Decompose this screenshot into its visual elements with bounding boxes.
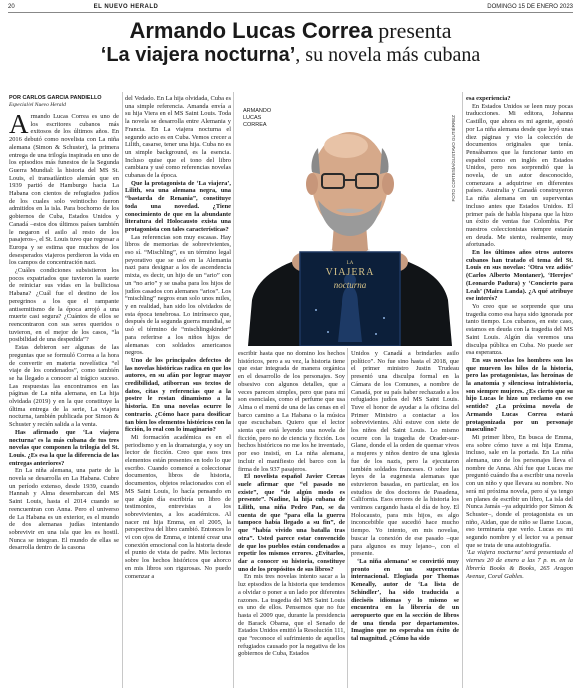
body-paragraph: Unidos y Canadá a brindarles asilo político”. No fue sino hasta el 2018, que el primer ministro Justin Trudeau presentó una disculpa formal en la Cámara de los Comunes, a nombre de Canadá, por su país haber rechazado a los refugiados judíos del MS Saint Louis. Tuve el honor de ayudar a la oficina del Primer Ministro a contactar a los sobrevivientes. Ahí estuve con siete de los niños del Saint Louis. Lo mismo ocurre con la tragedia de Orader-sur-Glane, donde el la orden de quemar vivos a mujeres y niños dentro de una iglesia fue de los nazis, pero la ejecutaron también soldados franceses. O sobre las leyes de la eugenesia alemanas que estuvieron basadas, en particular, en los estudios de dos doctores de Pasadena, California. Esos errores de la historia los venimos cargando hasta el día de hoy. El Holocausto, para mis hijos, es algo inconcebible que sucedió hace mucho tiempo. Yo intento, en mis novelas, buscar la conexión de ese pasado –que para algunos es muy lejano–, con el presente. (351, 350, 459, 558)
body-paragraph: Yo creo que se sorprende que una tragedia como esa haya sido ignorada por tanto tiempo. Los cubanos, en este caso, estamos en deuda con la tragedia del MS Saint Louis. Algún día veremos una disculpa pública en Cuba. No puede ser esa esperanza. (466, 302, 573, 357)
article-column-3 (238, 350, 345, 689)
caption-line: ARMANDO (243, 108, 272, 114)
interview-question: ‘La niña alemana’ se convirtió muy pronto en un superventas internacional. Elogiada por Thomas Keneally, autor de ‘La lista de Schindler’, ha sido traducida a dieciséis idiomas y lo mismo se encuentra en la librería de un aeropuerto que en la sección de libros de una tienda por departamentos. Imagino que no esperaba un éxito de tal magnitud. ¿Cómo ha sido (351, 557, 459, 643)
article-column-4 (351, 350, 459, 689)
headline-author: Armando Lucas Correa (129, 18, 373, 43)
interview-question: Has afirmado que ‘La viajera nocturna’ es la más cubana de tus tres novelas que componen la trilogía del St. Louis. ¿Es esa la que la diferencia de las entregas anteriores? (9, 428, 119, 467)
photo-caption (243, 108, 271, 129)
headline-verb: presenta (372, 18, 452, 43)
body-paragraph: del Vedado. En La hija olvidada, Cuba es una simple referencia. Amanda envía a su hija Viera en el MS Saint Louis. Toda la novela se desarrolla entre Alemania y Francia. En La viajera nocturna el segundo acto es en Cuba. Vemos crecer a Lilith, casarse, tener una hija. Cuba no es un simple background, es la esencia. Incluso quise que el tono del libro cambiara y usé como referencias novelas cubanas de la época. (125, 95, 231, 180)
caption-line: LUCAS (243, 115, 262, 121)
page-number: 20 (8, 4, 15, 10)
headline-line-2 (0, 44, 581, 67)
article-column-5 (466, 95, 573, 689)
page-header (8, 2, 573, 13)
interview-question: Que la protagonista de ‘La viajera’, Lilith, sea una alemana negra, una “bastarda de Renania”, constituye toda una novedad. ¿Tiene conocimiento de que en la abundante literatura del Holocausto exista una protagonista con tales características? (125, 179, 231, 233)
body-paragraph: ¿Cuáles condiciones subsistieron los pocos expatriados que tuvieron la suerte de reiniciar sus vidas en la bulliciosa Habana? ¿Cuál fue el destino de los peregrinos a los que el rampante antisemitismo de la época arrojó a una muerte casi segura? ¿Cuántos de ellos se reencontraron con sus seres queridos o tuvieron, en el mejor de los casos, “la posibilidad de una despedida”? (9, 267, 119, 344)
lead-paragraph (9, 109, 119, 267)
column-rule (122, 92, 123, 688)
column-rule (462, 92, 463, 688)
publication-name: EL NUEVO HERALD (93, 4, 159, 10)
interview-question: En los últimos años otros autores cubanos han tratado el tema del St. Louis en sus novelas: ‘Otra vez adiós’ (Carlos Alberto Montaner), ‘Herejes’ (Leonardo Padura) y ‘Concierto para Leah’ (Maira Landa). ¿A qué atribuye ese interés? (466, 249, 573, 303)
event-note: ‘La viajera nocturna’ será presentada el viernes 20 de enero a las 7 p. m. en la librería Books & Books, 265 Aragon Avenue, Coral Gables. (466, 549, 573, 580)
author-photo (238, 104, 462, 346)
page-date: DOMINGO 15 DE ENERO 2023 (487, 4, 573, 10)
body-paragraph: Mi primer libro, En busca de Emma, era sobre cómo tuve a mi hija Emma, incluso, sale en la portada. En La niña alemana, uno de los personajes lleva el nombre de Anna. Ahí fue que Lucas me preguntó cuándo iba a escribir una novela con un niño y que llevara su nombre. No será mi próxima novela, pero sí ya tengo en planes de escribir un libro, La isla del Nunca Jamás –ya adquirido por Simon & Schuster–, donde el protagonista es un niño, Aidan, que de niño se llame Lucas, eso terminaría que verlo. Lucas es mi segundo nombre y el lector va a pensar que se trata de una autobiografía. (466, 433, 573, 549)
headline-line-1 (0, 18, 581, 44)
column-rule (233, 92, 234, 688)
book-title-line-1: LA (346, 261, 354, 266)
book-title-line-3: nocturna (333, 280, 367, 290)
drop-cap: A (9, 109, 29, 139)
author-portrait-illustration (238, 104, 462, 346)
caption-line: CORREA (243, 122, 267, 128)
body-paragraph: Las referencias son muy escasas. Hay libros de memorias de sobrevivientes, eso sí. “Mischling”, es un término legal peyorativo que se usó en la Alemania nazi para designar a los de ascendencia mixta, es decir, un hijo de un “ario” con un “no ario” y se usaba para los hijos de judíos casados con alemanes “arios”. Los “mischling” negros eran solo unos miles, y en realidad, han sido los olvidados de esta época tenebrosa. Lo intrínseco que, después de la segunda guerra mundial, se usó el término de “mischlingskinder” para referirse a los niños hijos de alemanas con soldados americanos negros. (125, 233, 231, 357)
lead-text: rmando Lucas Correa es uno de los escritores cubanos más exitosos de los últimos años. En 2016 debutó como novelista con La niña alemana (Simon & Schuster), la primera entrega de una trilogía inspirada en uno de los episodios más funestos de la Segunda Guerra Mundial: la historia del MS St. Louis, el transatlántico alemán que en 1939 partió de Hamburgo hacia La Habana con cientos de refugiados judíos de los cuales solo veintiocho fueron admitidos en la isla. Para bochorno de los gobiernos de Cuba, Estados Unidos y Canadá –estos dos últimos países también le negaron el asilo al resto de los pasajeros–, el St. Louis tuvo que regresar a Europa y se estima que muchos de los desesperados viajeros perdieron la vida en los campos de concentración nazi. (9, 113, 119, 267)
body-paragraph: escribir hasta que no domino los hechos históricos, pero a su vez, la historia tiene que estar integrada de manera orgánica en el desarrollo de los personajes. Soy obsesivo con algunos detalles, que a veces parecen simples, pero que para mí son esenciales, como el perfume que usa Alma o el menú de una de las cenas en el barco camino a La Habana o la música que escuchaban. Quiero que el lector sienta que está leyendo una novela de ficción, pero no de ciencia y ficción. Los hechos históricos no me los he inventado, por eso insistí, en La niña alemana, incluir el manifiesto del barco con la firma de los 937 pasajeros. (238, 350, 345, 473)
interview-question: El novelista español Javier Cercas suele afirmar que “el pasado no existe”, que “de algún modo es presente”. Nadine, la hija cubana de Lilith, una niña Pedro Pan, se da cuenta de que “para ella la guerra tampoco había llegado a su fin”, de que “había vivido una batalla tras otra”. Usted parece estar convencido de que los pueblos están condenados a repetir los mismos errores. ¿Evitarlos, dar a conocer su historia, constituye uno de los propósitos de sus libros? (238, 473, 345, 573)
headline-tail: , su novela más cubana (295, 44, 481, 66)
byline-author: POR CARLOS GARCÍA PANDIELLO (9, 95, 102, 101)
body-paragraph: En mis tres novelas intento sacar a la luz episodios de la historia que tendemos a olvidar o poner a un lado por diferentes razones. La tragedia del MS Saint Louis es uno de ellos. Pensemos que no fue hasta el 2009 que, durante la presidencia de Barack Obama, que el Senado de Estados Unidos emitió la Resolución 111, que “reconoce el sufrimiento de aquellos refugiados causado por la negativa de los gobiernos de Cuba, Estados (238, 573, 345, 658)
interview-question: Uno de los principales defectos de las novelas históricas radica en que los autores, en su afán por lograr mayor credibilidad, atiborran sus textos de datos, citas y referencias que a la postre le restan dinamismo a la historia. En una novelas ocurre lo contrario. ¿Cómo hace para dosificar tan bien los elementos históricos con la ficción, lo real con lo imaginario? (125, 356, 231, 434)
column-rule (347, 348, 348, 688)
article-column-1 (9, 95, 119, 689)
photo-credit: FOTO CORTESÍA/GUSTAVO GUTIÉRREZ (451, 115, 456, 202)
body-paragraph: Estas debieron ser algunas de las preguntas que se formuló Correa a la hora de convertir en materia novelística “el viaje de los condenados”, como también se ha llegado a conocer al trágico suceso. Las respuestas las encontramos en las páginas de La niña alemana, en La hija olvidada (2019) y en la que constituye la última entrega de la serie, La viajera nocturna, también publicada por Simon & Schuster y recién salida a la venta. (9, 344, 119, 429)
article-column-2 (125, 95, 231, 689)
body-paragraph: En La niña alemana, una parte de la novela se desarrolla en La Habana. Cubre un período extenso, desde 1939, cuando Hannah y Alma desembarcan del MS Saint Louis, hasta el 2014 cuando se reencuentran con Anna. Pero el universo de La Habana es un exterior, es el mundo de dos alemanas judías intentando sobrevivir en una isla que les es hostil. Nunca se integran. El mundo de ellas se desarrolla dentro de la casona (9, 467, 119, 552)
byline-role: Especial/el Nuevo Herald (9, 102, 66, 108)
interview-question: esa experiencia? (466, 95, 511, 102)
book-title-line-2: VIAJERA (325, 267, 375, 278)
headline-book-title: ‘La viajera nocturna’ (100, 44, 296, 66)
body-paragraph: Mi formación académica es en el periodismo y en la dramaturgia, y soy un lector de ficción. Creo que esos tres elementos están presentes en todo lo que escribo. Cuando comencé a coleccionar documentos, libros de historia, documentos, objetos relacionados con el MS Saint Louis, lo hacía pensando en que algún día escribiría un libro de testimonios, entrevistas a los sobrevivientes, a los académicos. Al nacer mi hija Emma, en el 2005, la perspectiva del libro cambió. Entonces lo vi con ojos de Emma, e intenté crear una conexión emocional con la historia desde el punto de vista de padre. Mis lectoras sobre los hechos históricos que ahorco en mis libros son rigurosas. No puedo comenzar a (125, 433, 231, 580)
body-paragraph: En Estados Unidos se leen muy pocas traducciones. Mi editora, Johanna Castillo, que ahora es mi agente, apostó por La niña alemana desde que leyó unas diez páginas y vio la colección de documentos originales que tenía. Pensábamos que la funcionar tanto en español como en inglés en Estados Unidos, pero nos sorprendió que la novela, de un autor desconocido, comenzara a adquirirse en diferentes países. Australia y Canadá construyeron La niña alemana en un superventas incluso antes que Estados Unidos. El primer país de habla hispana que la hizo un éxito de ventas fue Colombia. Por nuestros coleccionistas siempre estarán en deuda. Me siento, realmente, muy afortunado. (466, 102, 573, 249)
interview-question: En sus novelas los hombres son los que mueven los hilos de la historia, pero las protagonistas, las heroínas de la anatomía y silenciosa intrahistoria, son siempre mujeres. ¿Es cierto que su hijo Lucas le hizo un reclamo en ese sentido? ¿La próxima novela de Armando Lucas Correa estará protagonizada por un personaje masculino? (466, 356, 573, 434)
